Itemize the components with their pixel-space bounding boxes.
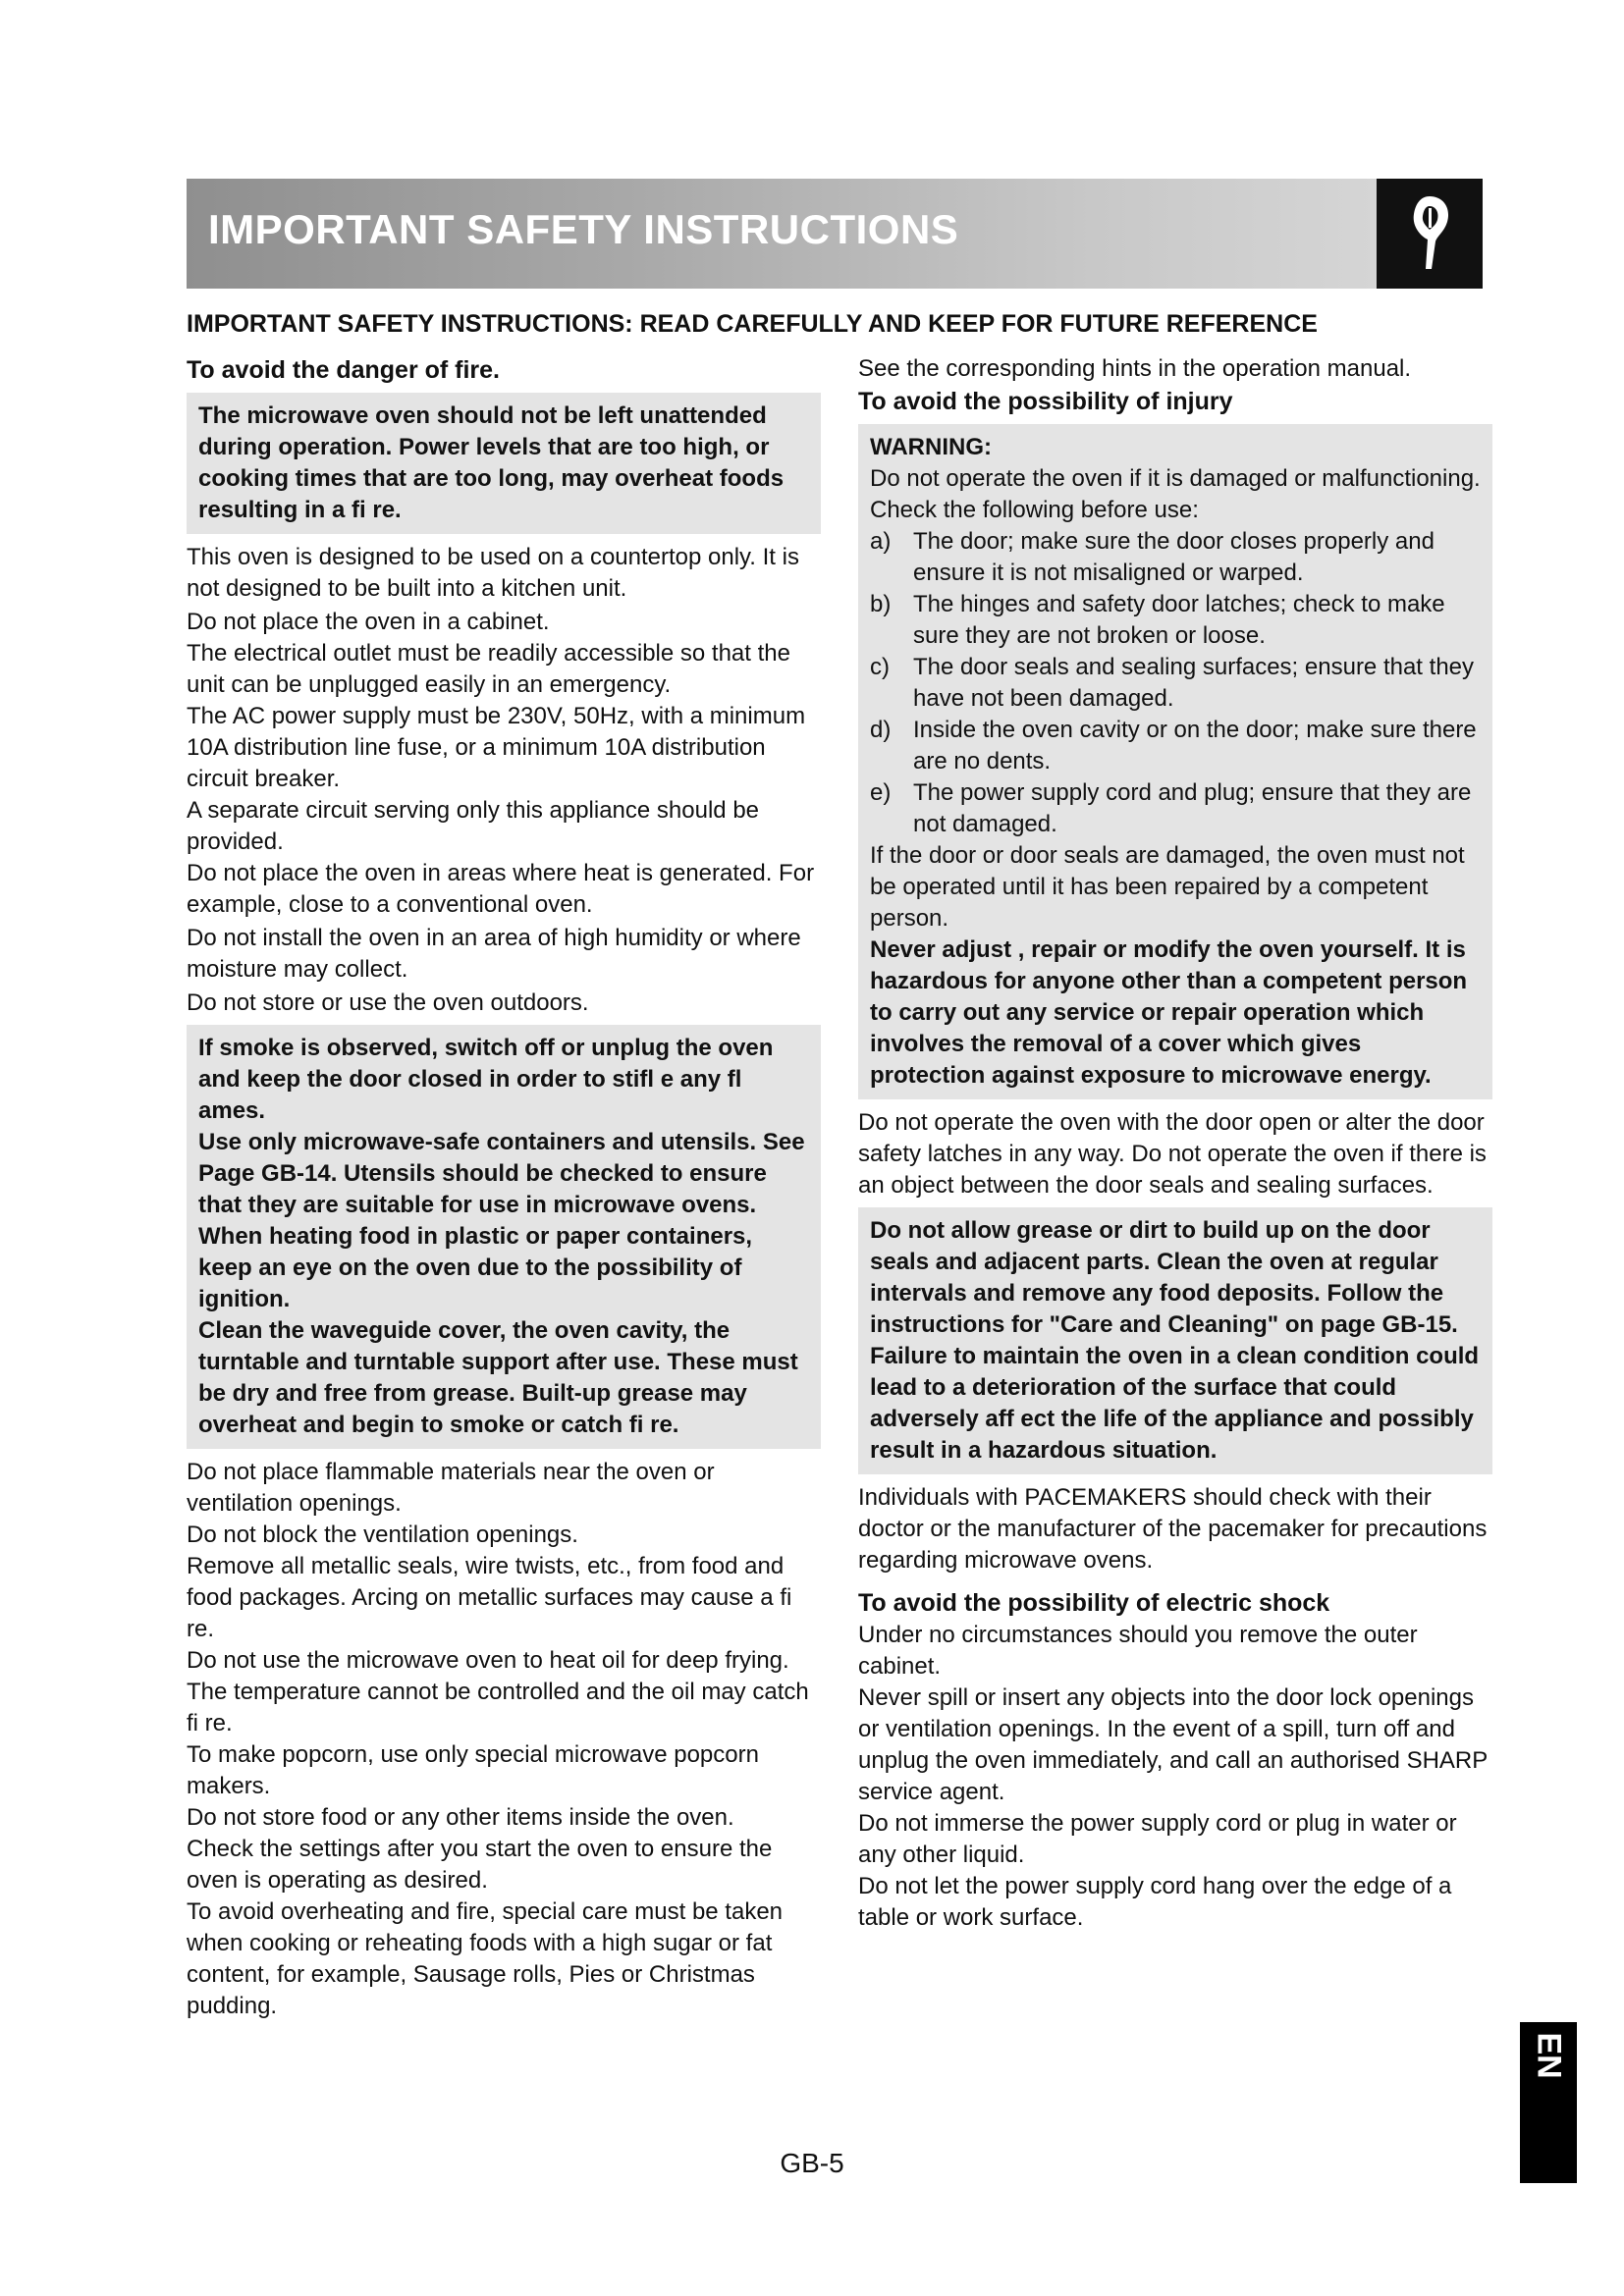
fire-warning-box (187, 393, 821, 534)
grease-warning-box (858, 1207, 1492, 1474)
box-text: When heating food in plastic or paper containers, keep an eye on the oven due to the possibility of ignition. (198, 1223, 753, 1312)
list-marker: c) (870, 654, 890, 680)
list-text: The door; make sure the door closes properly and ensure it is not misaligned or warped. (913, 528, 1435, 586)
paragraph: The AC power supply must be 230V, 50Hz, with a minimum 10A distribution line fuse, or a minimum 10A distribution circuit breaker. (187, 703, 806, 792)
paragraph: To make popcorn, use only special microwave popcorn makers. (187, 1741, 759, 1799)
paragraph: Do not operate the oven with the door open or alter the door safety latches in any way. Do not operate the oven if there is an object between the door seals and sealing surfaces. (858, 1109, 1487, 1199)
paragraph: Remove all metallic seals, wire twists, etc., from food and food packages. Arcing on metallic surfaces may cause a fi re. (187, 1553, 792, 1642)
list-text: The hinges and safety door latches; check to make sure they are not broken or loose. (913, 591, 1445, 649)
warning-box (858, 424, 1492, 1099)
list-item (870, 652, 1481, 715)
right-column (858, 353, 1492, 1934)
paragraph: Check the settings after you start the oven to ensure the oven is operating as desired. (187, 1836, 773, 1894)
banner-icon-box (1377, 179, 1483, 289)
warning-intro: Do not operate the oven if it is damaged or malfunctioning. Check the following before use: (870, 465, 1481, 523)
list-marker: e) (870, 779, 892, 806)
fire-heading: To avoid the danger of fire. (187, 356, 501, 384)
box-text: Clean the waveguide cover, the oven cavity, the turntable and turntable support after use. These must be dry and free from grease. Built-up grease may overheat and begin to smoke or catch fi re. (198, 1317, 798, 1438)
box-text: If smoke is observed, switch off or unplug the oven and keep the door closed in order to stifl e any fl ames. (198, 1035, 774, 1124)
list-marker: a) (870, 528, 892, 555)
warning-after: If the door or door seals are damaged, the oven must not be operated until it has been repaired by a competent person. (870, 842, 1465, 932)
paragraph: Do not store or use the oven outdoors. (187, 989, 589, 1016)
paragraph: The electrical outlet must be readily accessible so that the unit can be unplugged easily in an emergency. (187, 640, 790, 698)
smoke-warning-box (187, 1025, 821, 1449)
banner-title: IMPORTANT SAFETY INSTRUCTIONS (208, 206, 959, 252)
language-tab-label: EN (1530, 2032, 1568, 2079)
list-marker: d) (870, 717, 892, 743)
paragraph: Do not store food or any other items inside the oven. (187, 1804, 734, 1831)
box-text: The microwave oven should not be left unattended during operation. Power levels that are too high, or cooking times that are too long, may overheat foods resulting in a fi re. (198, 402, 785, 523)
list-text: The power supply cord and plug; ensure that they are not damaged. (913, 779, 1472, 837)
list-item (870, 526, 1481, 589)
paragraph: A separate circuit serving only this appliance should be provided. (187, 797, 760, 855)
list-item (870, 715, 1481, 777)
paragraph: Do not use the microwave oven to heat oil for deep frying. The temperature cannot be controlled and the oil may catch fi re. (187, 1647, 809, 1736)
paragraph: Do not let the power supply cord hang over the edge of a table or work surface. (858, 1873, 1452, 1931)
paragraph: Under no circumstances should you remove the outer cabinet. (858, 1622, 1418, 1680)
pen-nib-icon (1400, 192, 1459, 275)
paragraph: Do not immerse the power supply cord or plug in water or any other liquid. (858, 1810, 1457, 1868)
paragraph: To avoid overheating and fire, special care must be taken when cooking or reheating foods with a high sugar or fat content, for example, Sausage rolls, Pies or Christmas pudding. (187, 1898, 784, 2019)
left-column (187, 353, 821, 2022)
paragraph: Do not place the oven in areas where heat is generated. For example, close to a conventional oven. (187, 860, 815, 918)
list-item (870, 589, 1481, 652)
paragraph: Individuals with PACEMAKERS should check with their doctor or the manufacturer of the pacemaker for precautions regarding microwave ovens. (858, 1484, 1488, 1574)
box-text: Do not allow grease or dirt to build up on the door seals and adjacent parts. Clean the oven at regular intervals and remove any food deposits. Follow the instructions for "Care and Cleaning" on page GB-15. Failure to maintain the oven in a clean condition could lead to a deterioration of the surface that could adversely aff ect the life of the appliance and possibly result in a hazardous situation. (870, 1217, 1480, 1464)
page-number: GB-5 (780, 2148, 844, 2178)
list-text: Inside the oven cavity or on the door; make sure there are no dents. (913, 717, 1477, 774)
paragraph: Do not block the ventilation openings. (187, 1522, 578, 1548)
paragraph: Never spill or insert any objects into the door lock openings or ventilation openings. In the event of a spill, turn off and unplug the oven immediately, and call an authorised SHARP service agent. (858, 1684, 1488, 1805)
box-text: Use only microwave-safe containers and utensils. See Page GB-14. Utensils should be checked to ensure that they are suitable for use in microwave ovens. (198, 1129, 805, 1218)
warning-title: WARNING: (870, 434, 992, 460)
paragraph: See the corresponding hints in the operation manual. (858, 355, 1412, 382)
injury-heading: To avoid the possibility of injury (858, 388, 1233, 415)
paragraph: Do not install the oven in an area of high humidity or where moisture may collect. (187, 925, 801, 983)
language-tab (1520, 2022, 1577, 2183)
list-text: The door seals and sealing surfaces; ensure that they have not been damaged. (913, 654, 1475, 712)
paragraph: Do not place the oven in a cabinet. (187, 609, 550, 635)
list-item (870, 777, 1481, 840)
shock-heading: To avoid the possibility of electric shock (858, 1589, 1330, 1617)
list-marker: b) (870, 591, 892, 617)
instructions-subheading: IMPORTANT SAFETY INSTRUCTIONS: READ CAREFULLY AND KEEP FOR FUTURE REFERENCE (187, 310, 1318, 338)
paragraph: Do not place flammable materials near the oven or ventilation openings. (187, 1459, 715, 1517)
warning-bold: Never adjust , repair or modify the oven yourself. It is hazardous for anyone other than a competent person to carry out any service or repair operation which involves the removal of a cover which gives protection against exposure to microwave energy. (870, 936, 1468, 1089)
section-banner (187, 179, 1483, 289)
paragraph: This oven is designed to be used on a countertop only. It is not designed to be built into a kitchen unit. (187, 544, 799, 602)
